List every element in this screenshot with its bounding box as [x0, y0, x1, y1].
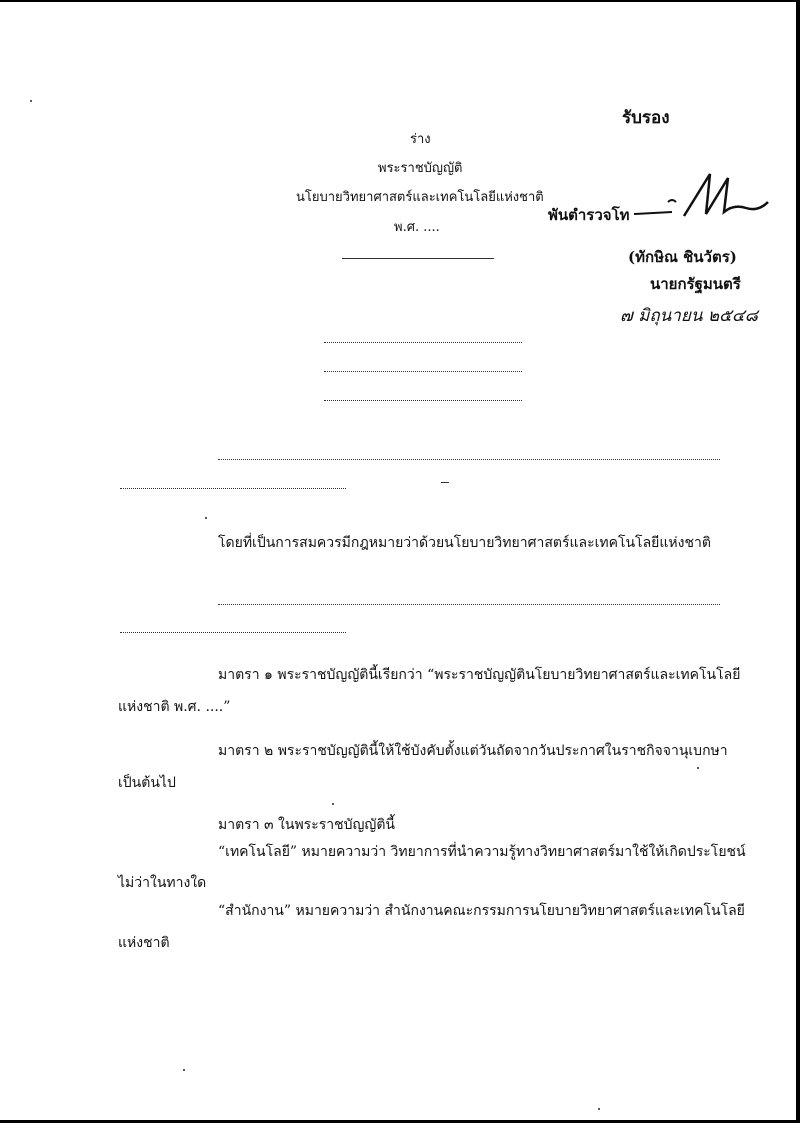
- approval-stamp: รับรอง: [622, 108, 670, 128]
- act-title: นโยบายวิทยาศาสตร์และเทคโนโลยีแห่งชาติ: [296, 190, 544, 205]
- section-1-line-1: มาตรา ๑ พระราชบัญญัตินี้เรียกว่า “พระราชบัญญัตินโยบายวิทยาศาสตร์และเทคโนโลยี: [218, 667, 741, 683]
- definition-office-line-2: แห่งชาติ: [118, 935, 170, 951]
- definition-office-line-1: “สำนักงาน” หมายความว่า สำนักงานคณะกรรมการนโยบายวิทยาศาสตร์และเทคโนโลยี: [218, 903, 745, 919]
- placeholder-line-4: [218, 459, 720, 460]
- section-2-line-1: มาตรา ๒ พระราชบัญญัตินี้ให้ใช้บังคับตั้งแต่วันถัดจากวันประกาศในราชกิจจานุเบกษา: [218, 743, 728, 759]
- scan-speck: [183, 1069, 185, 1071]
- scan-speck: [205, 517, 207, 519]
- definition-technology-line-1: “เทคโนโลยี” หมายความว่า วิทยาการที่นำความรู้ทางวิทยาศาสตร์มาใช้ให้เกิดประโยชน์: [218, 844, 746, 860]
- preamble-text: โดยที่เป็นการสมควรมีกฎหมายว่าด้วยนโยบายวิทยาศาสตร์และเทคโนโลยีแห่งชาติ: [218, 535, 711, 551]
- center-mark: [441, 482, 449, 483]
- header-rule: [342, 258, 494, 259]
- scan-speck: [332, 803, 334, 805]
- placeholder-line-5: [120, 488, 346, 489]
- draft-label: ร่าง: [410, 132, 431, 147]
- section-2-line-2: เป็นต้นไป: [118, 775, 176, 791]
- scan-speck: [598, 1108, 600, 1110]
- scan-speck: [30, 100, 32, 102]
- scan-edge-top: [0, 0, 800, 2]
- placeholder-line-7: [120, 632, 346, 633]
- definition-technology-line-2: ไม่ว่าในทางใด: [118, 875, 207, 891]
- signatory-name: (ทักษิณ ชินวัตร): [628, 248, 737, 266]
- scan-edge-right: [796, 0, 800, 1123]
- act-label: พระราชบัญญัติ: [378, 161, 463, 176]
- act-year: พ.ศ. ....: [394, 220, 440, 235]
- placeholder-line-3: [324, 400, 522, 401]
- placeholder-line-1: [324, 342, 522, 343]
- placeholder-line-2: [324, 371, 522, 372]
- section-3-heading: มาตรา ๓ ในพระราชบัญญัตินี้: [218, 817, 395, 833]
- signatory-position: นายกรัฐมนตรี: [650, 275, 741, 293]
- signature: [632, 168, 772, 228]
- section-1-line-2: แห่งชาติ พ.ศ. ....”: [118, 699, 231, 715]
- handwritten-date: ๗ มิถุนายน ๒๕๔๘: [620, 306, 758, 326]
- scan-speck: [697, 767, 699, 769]
- placeholder-line-6: [218, 604, 720, 605]
- approval-officer-rank: พันตำรวจโท: [548, 206, 630, 224]
